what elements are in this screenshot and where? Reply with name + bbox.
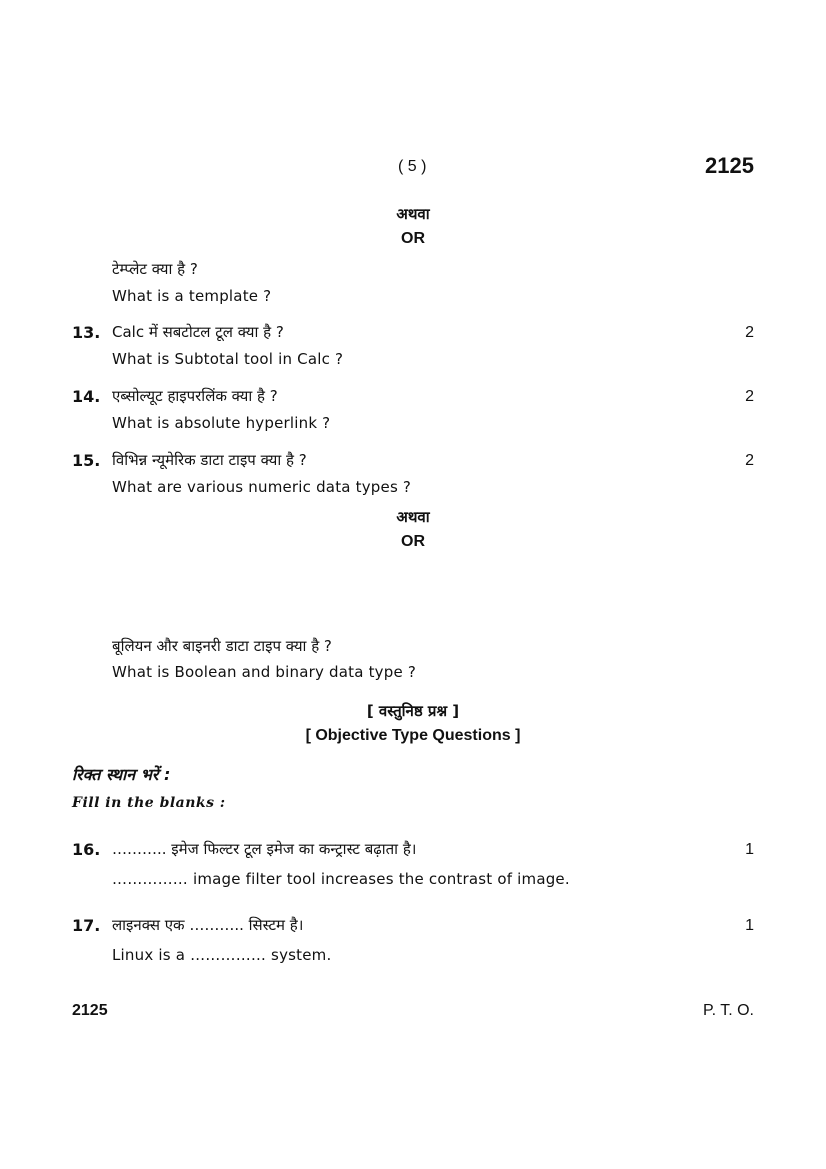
question-hindi: एब्सोल्यूट हाइपरलिंक क्या है ? [112, 387, 278, 405]
paper-code-footer: 2125 [72, 1002, 108, 1019]
question-number: 14. [72, 387, 101, 406]
question-hindi: लाइनक्स एक ……….. सिस्टम है। [112, 916, 304, 934]
question-english: What is absolute hyperlink ? [112, 414, 331, 432]
question-number: 16. [72, 840, 101, 859]
question-number: 17. [72, 916, 101, 935]
question-english: What is Boolean and binary data type ? [112, 663, 417, 681]
question-marks: 1 [745, 841, 754, 858]
fill-blanks-english: Fill in the blanks : [72, 795, 226, 811]
question-english: …………… image filter tool increases the contrast of image. [112, 870, 570, 888]
question-number: 13. [72, 323, 101, 342]
or-heading: OR [401, 533, 425, 550]
question-english: What is Subtotal tool in Calc ? [112, 350, 344, 368]
question-hindi: विभिन्न न्यूमेरिक डाटा टाइप क्या है ? [112, 451, 307, 469]
or-heading: OR [401, 230, 425, 247]
question-marks: 2 [745, 452, 754, 469]
question-number: 15. [72, 451, 101, 470]
paper-code-header: 2125 [705, 153, 754, 178]
question-hindi: ……….. इमेज फिल्टर टूल इमेज का कन्ट्रास्ट बढ़ाता है। [112, 840, 417, 858]
objective-title-hindi: [ वस्तुनिष्ठ प्रश्न ] [366, 702, 460, 720]
question-hindi: Calc में सबटोटल टूल क्या है ? [112, 323, 284, 341]
question-english: What is a template ? [112, 287, 272, 305]
question-marks: 1 [745, 917, 754, 934]
question-hindi: टेम्प्लेट क्या है ? [112, 260, 198, 278]
athva-heading: अथवा [396, 508, 430, 526]
question-marks: 2 [745, 324, 754, 341]
page-number: ( 5 ) [398, 158, 427, 175]
pto-label: P. T. O. [703, 1002, 754, 1019]
fill-blanks-hindi: रिक्त स्थान भरें : [72, 765, 171, 784]
question-english: What are various numeric data types ? [112, 478, 412, 496]
objective-title-english: [ Objective Type Questions ] [305, 727, 521, 744]
athva-heading: अथवा [396, 205, 430, 223]
question-marks: 2 [745, 388, 754, 405]
question-english: Linux is a …………… system. [112, 946, 332, 964]
question-hindi: बूलियन और बाइनरी डाटा टाइप क्या है ? [112, 637, 332, 655]
